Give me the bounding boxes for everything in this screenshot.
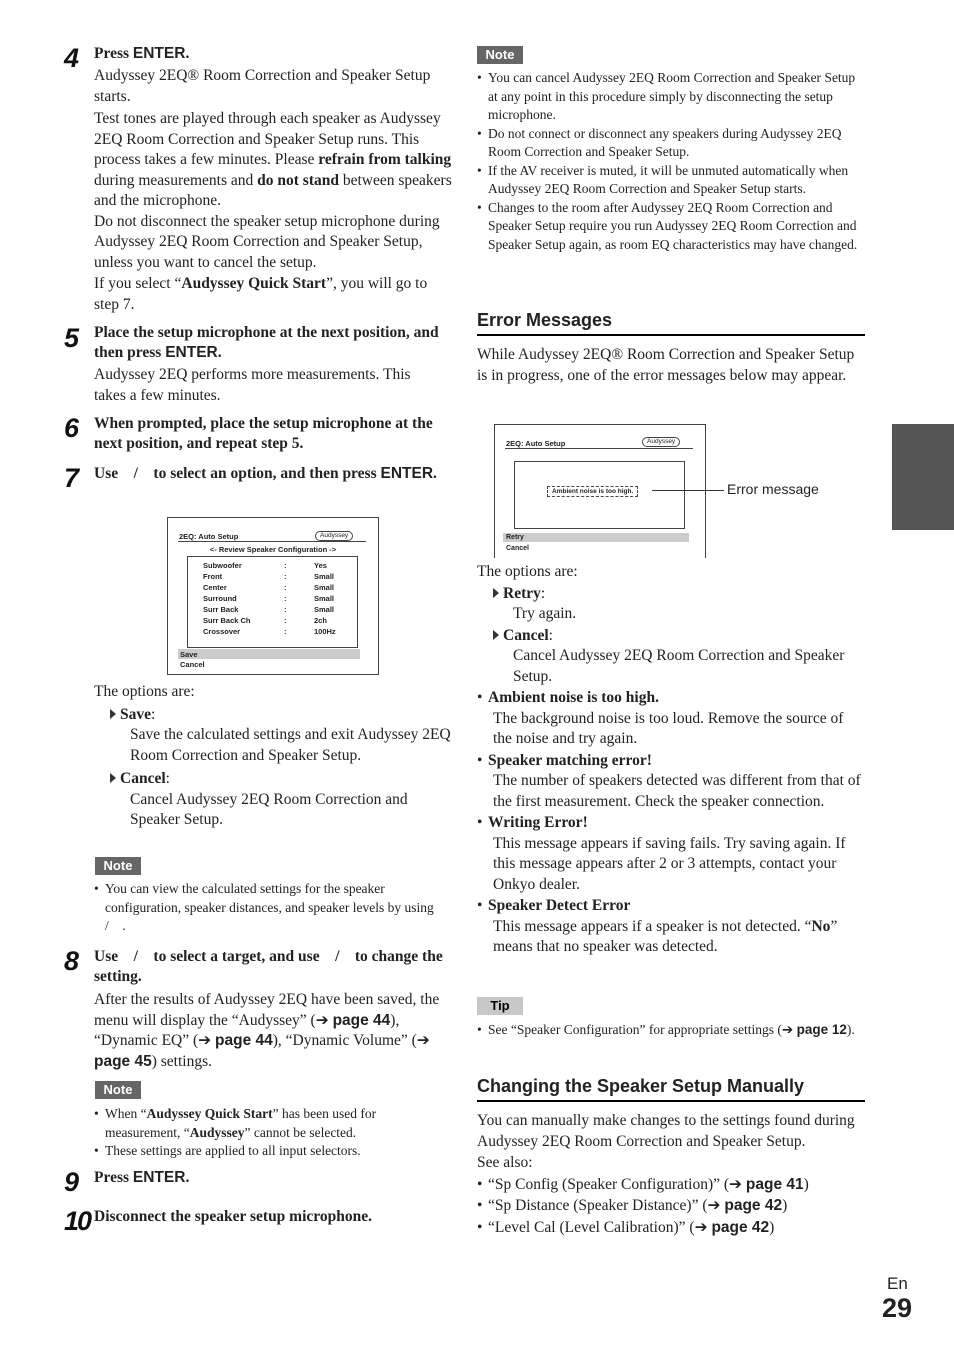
page-number: 29 xyxy=(882,1293,913,1323)
error-item xyxy=(477,896,865,917)
cancel-colon: : xyxy=(548,626,553,644)
step-4-p3: Do not disconnect the speaker setup microphone during Audyssey 2EQ Room Correction and Speaker Setup, unless you want to cancel the setup. xyxy=(94,212,440,271)
cancel-option-label xyxy=(94,769,454,790)
see-also: See also: xyxy=(477,1154,533,1171)
cancel-option-label xyxy=(477,626,865,647)
step-4-p2-b: refrain from talking xyxy=(318,151,452,168)
retry-option-label xyxy=(477,584,865,605)
config-row-separator: : xyxy=(284,594,287,603)
note-item: • Changes to the room after Audyssey 2EQ Room Correction and Speaker Setup require you run Audyssey 2EQ Room Correction and Speaker Setup again, as room EQ characteristics may have changed. xyxy=(477,199,865,255)
step-9-title-text: Press xyxy=(94,1169,133,1186)
step-7-title-end: . xyxy=(433,465,437,482)
note-badge: Note xyxy=(95,1081,141,1099)
step-8-body xyxy=(94,990,454,1072)
step-7-title-text: Use / to select an option, and then press xyxy=(94,465,381,482)
tip-text xyxy=(477,1021,865,1040)
note-item xyxy=(94,1105,444,1142)
config-row-value: Small xyxy=(314,594,335,603)
link-text: “Level Cal (Level Calibration)” (➔ xyxy=(488,1218,712,1236)
link-end: ) xyxy=(769,1218,775,1236)
step-9-title-end: . xyxy=(185,1169,190,1186)
step-4-title-text: Press xyxy=(94,45,133,62)
note-text-c: ” has been used for measurement, “ xyxy=(105,1106,377,1140)
step-4-title xyxy=(94,44,454,64)
screen-header: 2EQ: Auto Setup xyxy=(179,532,239,541)
enter-key-label: ENTER xyxy=(165,344,218,361)
enter-key-label: ENTER xyxy=(132,45,186,62)
config-row-key: Crossover xyxy=(203,627,241,636)
error-item xyxy=(477,813,865,834)
enter-key-label: ENTER xyxy=(132,1169,186,1186)
retry-highlight xyxy=(503,533,689,542)
save-label: Save xyxy=(120,705,151,723)
step-6-title: When prompted, place the setup microphone at the next position, and repeat step 5. xyxy=(94,415,433,452)
error-screen xyxy=(494,424,706,558)
config-row-separator: : xyxy=(284,616,287,625)
step-7-number: 7 xyxy=(64,463,80,493)
tip-text-b: ). xyxy=(846,1022,855,1037)
manual-section xyxy=(477,1111,865,1238)
config-row-key: Surround xyxy=(203,594,237,603)
step-10-title: Disconnect the speaker setup microphone. xyxy=(94,1208,372,1225)
error-item xyxy=(477,751,865,772)
step-4-body xyxy=(94,66,454,315)
error-description: This message appears if saving fails. Try saving again. If this message appears after 2 or 3 attempts, contact your Onkyo dealer. xyxy=(493,834,846,893)
step-4-p4-c: ”, you will go to step 7. xyxy=(94,275,428,313)
error-title: Ambient noise is too high. xyxy=(488,689,659,706)
config-row-key: Surr Back Ch xyxy=(203,616,251,625)
note-item: • These settings are applied to all input selectors. xyxy=(94,1142,444,1161)
note-badge: Note xyxy=(477,46,523,64)
error-messages-heading: Error Messages xyxy=(477,309,865,336)
note-item: • If the AV receiver is muted, it will be unmuted automatically when Audyssey 2EQ Room Correction and Speaker Setup starts. xyxy=(477,162,865,199)
error-description: The number of speakers detected was different from that of the first measurement. Check the speaker connection. xyxy=(493,772,861,810)
chapter-tab xyxy=(892,424,954,530)
error-desc-c: ” means that no speaker was detected. xyxy=(493,917,838,955)
config-row-separator: : xyxy=(284,561,287,570)
page-44-link-2[interactable]: page 44 xyxy=(215,1032,273,1049)
step-4-title-end: . xyxy=(185,45,190,62)
config-row-key: Surr Back xyxy=(203,605,239,614)
error-desc-b: No xyxy=(811,917,831,935)
note-text-b: Audyssey Quick Start xyxy=(146,1106,273,1121)
header-divider xyxy=(505,448,693,449)
screen-cancel-option[interactable]: Cancel xyxy=(180,660,205,669)
step-8-number: 8 xyxy=(64,946,80,976)
step-4-p2-e: between speakers and the microphone. xyxy=(94,171,452,209)
error-options xyxy=(477,562,865,958)
step-7-note xyxy=(94,880,448,936)
save-option-label xyxy=(94,705,454,726)
screen-retry-option[interactable]: Retry xyxy=(506,534,524,541)
error-item xyxy=(477,688,865,709)
step-8-text-c: ), “Dynamic Volume” (➔ xyxy=(272,1032,430,1049)
page-44-link[interactable]: page 44 xyxy=(332,1011,391,1029)
config-row-value: Small xyxy=(314,583,335,592)
link-text: “Sp Config (Speaker Configuration)” (➔ xyxy=(488,1175,746,1193)
page-42-link-2[interactable]: page 42 xyxy=(711,1218,770,1236)
audyssey-logo: Audyssey xyxy=(315,531,353,541)
note-text-d: Audyssey xyxy=(189,1124,245,1140)
options-intro: The options are: xyxy=(94,683,195,700)
step-9-number: 9 xyxy=(64,1167,80,1197)
options-intro: The options are: xyxy=(477,563,578,580)
error-description: The background noise is too loud. Remove the source of the noise and try again. xyxy=(493,709,844,747)
speaker-config-screen xyxy=(167,517,379,675)
cancel-label: Cancel xyxy=(503,626,549,644)
page-45-link[interactable]: page 45 xyxy=(94,1052,152,1070)
page-41-link[interactable]: page 41 xyxy=(745,1175,804,1193)
note-badge: Note xyxy=(95,857,141,875)
step-4-p1: Audyssey 2EQ® Room Correction and Speaker Setup starts. xyxy=(94,67,431,105)
note-item: • You can view the calculated settings for the speaker configuration, speaker distances, and speaker levels by using / . xyxy=(94,880,444,936)
step-4-p4-b: Audyssey Quick Start xyxy=(181,275,327,292)
screen-subtitle: <- Review Speaker Configuration -> xyxy=(209,545,337,554)
audyssey-logo: Audyssey xyxy=(642,437,680,447)
config-row-separator: : xyxy=(284,572,287,581)
error-message-callout: Error message xyxy=(727,481,819,497)
config-row-key: Front xyxy=(203,572,223,581)
page-42-link[interactable]: page 42 xyxy=(724,1197,783,1214)
manual-paragraph: You can manually make changes to the settings found during Audyssey 2EQ Room Correction and Speaker Setup. xyxy=(477,1112,855,1150)
config-row-key: Center xyxy=(203,583,227,592)
step-5-title xyxy=(94,323,454,363)
step-6-number: 6 xyxy=(64,413,80,443)
right-notes xyxy=(477,69,865,254)
step-4-p4 xyxy=(94,274,454,315)
step-4-p2-d: do not stand xyxy=(257,171,339,189)
step-8-text-b: ), “Dynamic EQ” (➔ xyxy=(94,1011,400,1049)
step-10-number: 10 xyxy=(64,1206,91,1236)
error-description xyxy=(477,917,865,958)
config-row-key: Subwoofer xyxy=(203,561,242,570)
step-5-body: Audyssey 2EQ performs more measurements. This takes a few minutes. xyxy=(94,366,411,404)
error-message-text: Ambient noise is too high. xyxy=(547,486,638,497)
config-row-value: Small xyxy=(314,605,335,614)
tip-item xyxy=(477,1021,865,1040)
config-row-value: 2ch xyxy=(314,616,327,625)
link-end: ) xyxy=(803,1175,809,1193)
cancel-colon: : xyxy=(165,770,170,787)
step-4-p4-a: If you select “ xyxy=(94,275,182,292)
language-label: En xyxy=(887,1274,908,1293)
screen-cancel-option[interactable]: Cancel xyxy=(506,545,529,552)
screen-save-option[interactable]: Save xyxy=(180,650,198,659)
page-12-link[interactable]: page 12 xyxy=(796,1022,847,1037)
retry-label: Retry xyxy=(503,584,541,602)
triangle-bullet-icon xyxy=(493,588,499,598)
save-colon: : xyxy=(151,705,156,723)
retry-colon: : xyxy=(540,584,546,602)
config-row-value: Yes xyxy=(314,561,327,570)
error-desc-a: This message appears if a speaker is not detected. “ xyxy=(493,917,812,935)
step-5-number: 5 xyxy=(64,323,80,353)
save-description: Save the calculated settings and exit Audyssey 2EQ Room Correction and Speaker Setup. xyxy=(130,726,451,764)
step-5-title-end: . xyxy=(217,344,222,361)
triangle-bullet-icon xyxy=(110,773,116,783)
config-row-value: 100Hz xyxy=(314,627,336,636)
see-also-item xyxy=(477,1175,865,1196)
link-end: ) xyxy=(782,1197,788,1214)
see-also-item xyxy=(477,1218,865,1239)
step-4-number: 4 xyxy=(64,43,80,73)
note-text-a: When “ xyxy=(105,1106,147,1121)
step-5-title-text: Place the setup microphone at the next position, and then press xyxy=(94,324,439,361)
step-9-title xyxy=(94,1168,454,1188)
enter-key-label: ENTER xyxy=(380,465,434,482)
screen-header: 2EQ: Auto Setup xyxy=(506,439,566,448)
step-8-notes xyxy=(94,1105,444,1161)
note-item: • You can cancel Audyssey 2EQ Room Correction and Speaker Setup at any point in this procedure simply by disconnecting the setup microphone. xyxy=(477,69,865,125)
header-divider xyxy=(178,541,366,542)
cancel-label: Cancel xyxy=(120,770,166,787)
triangle-bullet-icon xyxy=(110,709,116,719)
tip-badge: Tip xyxy=(477,997,523,1015)
step-8-text-a: After the results of Audyssey 2EQ have been saved, the menu will display the “Audyssey” (➔ xyxy=(94,991,440,1029)
triangle-bullet-icon xyxy=(493,630,499,640)
manual-setup-heading: Changing the Speaker Setup Manually xyxy=(477,1075,865,1102)
step-4-p2 xyxy=(94,109,454,212)
step-8-text-d: ) settings. xyxy=(151,1052,213,1070)
step-4-p2-c: during measurements and xyxy=(94,171,258,189)
error-intro: While Audyssey 2EQ® Room Correction and Speaker Setup is in progress, one of the error messages below may appear. xyxy=(477,346,855,384)
retry-description: Try again. xyxy=(513,605,577,622)
save-highlight xyxy=(178,649,360,659)
config-row-value: Small xyxy=(314,572,335,581)
see-also-item xyxy=(477,1196,865,1217)
config-row-separator: : xyxy=(284,605,287,614)
error-title: Writing Error! xyxy=(488,814,588,831)
step-7-title xyxy=(94,464,454,484)
link-text: “Sp Distance (Speaker Distance)” (➔ xyxy=(488,1197,725,1214)
step-8-title: Use / to select a target, and use / to change the setting. xyxy=(94,948,447,985)
tip-text-a: See “Speaker Configuration” for appropriate settings (➔ xyxy=(488,1022,797,1037)
note-text-e: ” cannot be selected. xyxy=(244,1124,357,1140)
step-7-options xyxy=(94,682,454,831)
error-title: Speaker Detect Error xyxy=(488,897,631,914)
note-item: • Do not connect or disconnect any speakers during Audyssey 2EQ Room Correction and Speaker Setup. xyxy=(477,125,865,162)
step-4-p2-a: Test tones are played through each speaker as Audyssey 2EQ Room Correction and Speaker Setup runs. This process takes a few minutes. Please xyxy=(94,110,441,168)
callout-line xyxy=(652,490,724,491)
error-title: Speaker matching error! xyxy=(488,751,652,769)
cancel-description: Cancel Audyssey 2EQ Room Correction and Speaker Setup. xyxy=(513,647,845,685)
config-row-separator: : xyxy=(284,583,287,592)
config-table xyxy=(187,556,358,648)
config-row-separator: : xyxy=(284,627,287,636)
cancel-description: Cancel Audyssey 2EQ Room Correction and Speaker Setup. xyxy=(130,790,408,828)
error-dialog xyxy=(514,461,685,529)
